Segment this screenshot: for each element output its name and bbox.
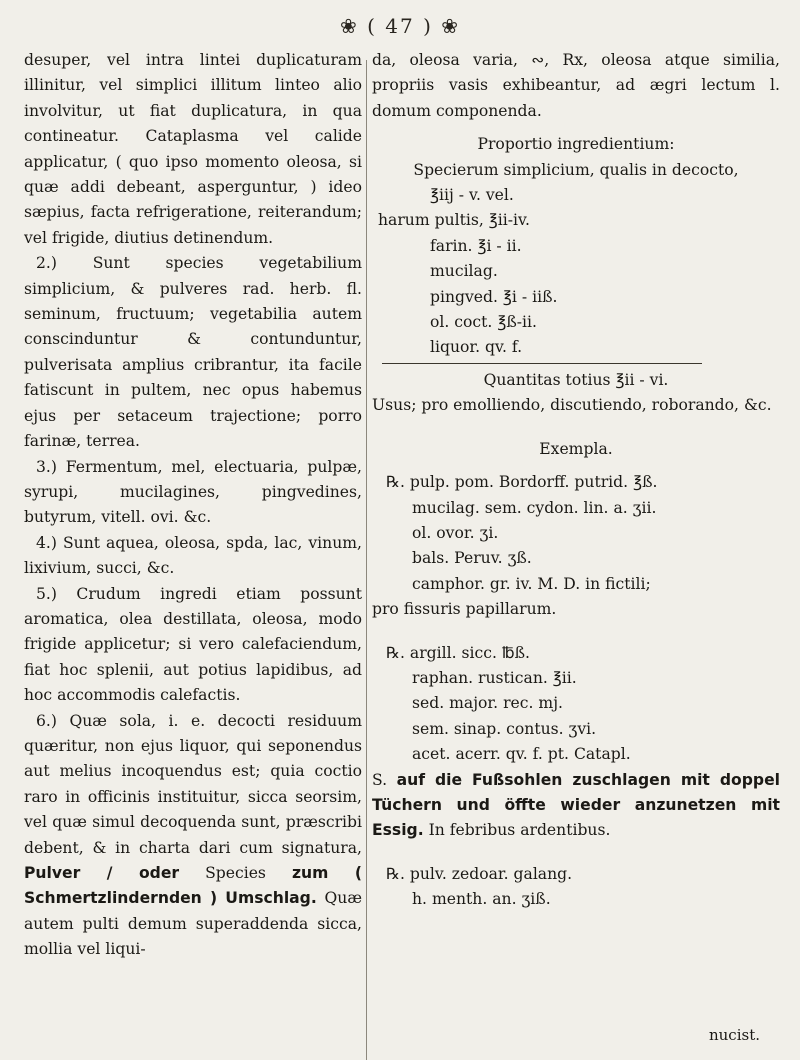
paragraph-6 [24, 709, 362, 963]
left-column [24, 48, 362, 963]
recipe-line: h. menth. an. ʒiß. [412, 890, 551, 909]
proportion-line: mucilag. [430, 262, 498, 281]
paragraph-4: 4.) Sunt aquea, oleosa, spda, lac, vinum, lixivium, succi, &c. [24, 533, 362, 578]
paragraph-2: 2.) Sunt species vegetabilium simplicium, & pulveres rad. herb. fl. seminum, fructuum; vegetabilia autem conscinduntur & contunduntur, pulverisata amplius cribrantur, ita facile fatiscunt in pultem, nec opus habemus ejus per setaceum trajectione; porro farinæ, terrea. [24, 254, 362, 451]
recipe-2-signature [372, 768, 780, 844]
paragraph-continuation-right: da, oleosa varia, ∾, Rx, oleosa atque similia, propriis vasis exhibeantur, ad ægri lectum l. domum componenda. [372, 51, 780, 120]
proportion-line: ℥iij - v. vel. [430, 186, 514, 205]
proportion-line: farin. ℥i - ii. [430, 236, 522, 255]
recipe-line: ℞. argill. sicc. ℔ß. [386, 643, 530, 662]
recipe-line: ol. ovor. ʒi. [412, 523, 499, 542]
proportion-line: ol. coct. ℥ß-ii. [430, 313, 537, 332]
recipe-line: mucilag. sem. cydon. lin. a. ʒii. [412, 498, 657, 517]
paragraph-6-text: 6.) Quæ sola, i. e. decocti residuum quæritur, non ejus liquor, qui seponendus aut melius incoquendus est; quia coctio raro in officinis instituitur, sicca seorsim, vel quæ simul decoquenda sunt, præscribi debent, & in charta dari cum signatura, [24, 711, 362, 857]
proportion-line: pingved. ℥i - iiß. [430, 287, 558, 306]
separator-brace [382, 363, 702, 364]
recipe-line: raphan. rustican. ℥ii. [412, 668, 577, 687]
signature-german-1: Pulver / oder [24, 864, 180, 882]
recipe-2 [372, 641, 780, 768]
paragraph-3: 3.) Fermentum, mel, electuaria, pulpæ, syrupi, mucilagines, pingvedines, butyrum, vitell. ovi. &c. [24, 457, 362, 527]
recipe-line: sed. major. rec. mj. [412, 694, 563, 713]
usus-line: Usus; pro emolliendo, discutiendo, roborando, &c. [372, 396, 772, 415]
recipe-line: ℞. pulp. pom. Bordorff. putrid. ℥ß. [386, 473, 658, 492]
signature-german-3: auf die Fußsohlen zuschlagen mit doppel Tüchern und öffte wieder anzunetzen mit Essig. [372, 770, 780, 840]
paragraph-6-tail: Quæ autem pulti demum superaddenda sicca, mollia vel liqui- [24, 889, 362, 959]
catchword: nucist. [708, 1026, 760, 1044]
recipe-line: ℞. pulv. zedoar. galang. [386, 864, 573, 883]
recipe-3 [372, 862, 780, 913]
recipe-line: sem. sinap. contus. ʒvi. [412, 719, 597, 738]
paragraph-continuation: desuper, vel intra lintei duplicaturam illinitur, vel simplici illitum linteo alio involvitur, ut fiat duplicatura, in qua contineatur. Cataplasma vel calide applicatur, ( quo ipso momento oleosa, si quæ addi debeant, asperguntur, ) ideo sæpius, facta refrigeratione, reiterandum; vel frigide, diutius detinendum. [24, 51, 362, 247]
recipe-1 [372, 470, 780, 597]
column-divider [366, 60, 367, 1060]
recipe-line: camphor. gr. iv. M. D. in fictili; [412, 574, 651, 593]
proportion-line: harum pultis, ℥ii-iv. [378, 211, 530, 230]
recipe-line: bals. Peruv. ʒß. [412, 549, 532, 568]
paragraph-5: 5.) Crudum ingredi etiam possunt aromatica, olea destillata, oleosa, modo frigide applicetur; si vero calefaciendum, fiat hoc splenii, aut potius lapidibus, ad hoc accommodis calefactis. [24, 584, 362, 705]
signature-species: Species [205, 864, 266, 882]
quantity-line: Quantitas totius ℥ii - vi. [483, 370, 669, 389]
signature-german-2: zum ( Schmertzlindernden ) Umschlag. [24, 864, 362, 908]
proportion-list [372, 183, 780, 361]
exempla-heading: Exempla. [539, 439, 613, 458]
proportion-subtitle: Specierum simplicium, qualis in decocto, [413, 160, 739, 179]
proportion-title: Proportio ingredientium: [477, 135, 675, 154]
recipe-2-indication: In febribus ardentibus. [428, 821, 611, 840]
right-column [372, 48, 780, 913]
signature-prefix: S. [372, 770, 388, 789]
recipe-line: acet. acerr. qv. f. pt. Catapl. [412, 745, 631, 764]
page-header: ❀ ( 47 ) ❀ [340, 14, 460, 38]
proportion-line: liquor. qv. f. [430, 338, 523, 357]
recipe-1-indication: pro fissuris papillarum. [372, 600, 557, 619]
